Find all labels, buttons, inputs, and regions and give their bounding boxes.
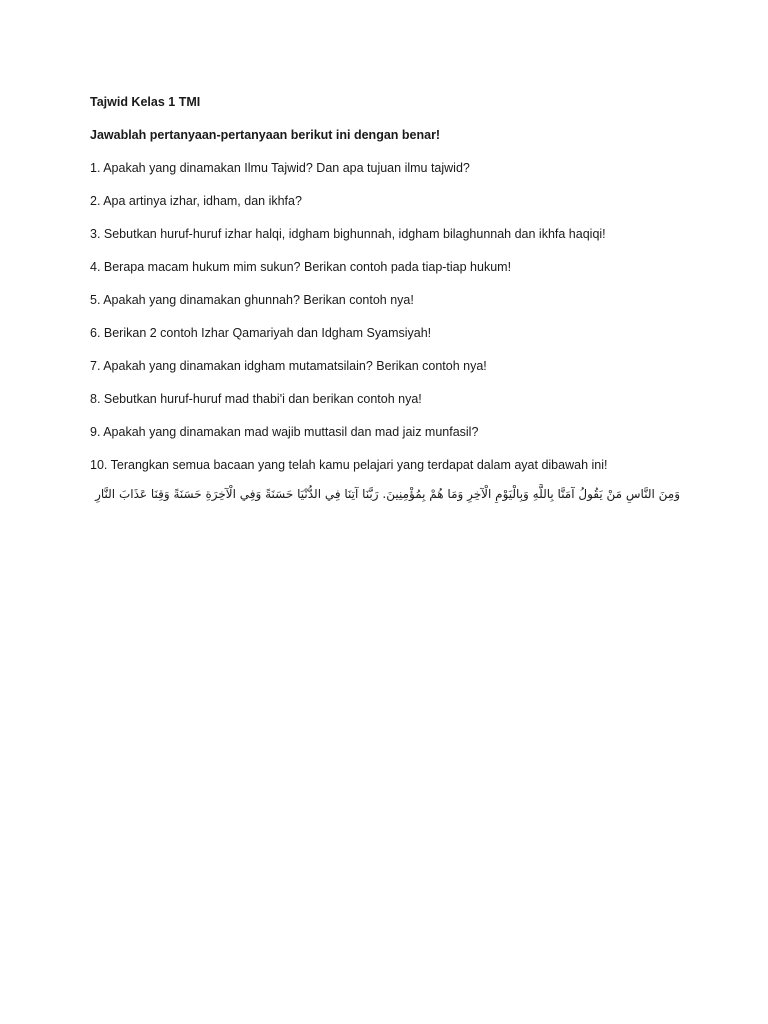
question-list <box>90 160 690 474</box>
document-body <box>90 94 690 474</box>
question-item-10: 10. Terangkan semua bacaan yang telah kamu pelajari yang terdapat dalam ayat dibawah ini! <box>90 458 608 472</box>
question-item-1: 1. Apakah yang dinamakan Ilmu Tajwid? Dan apa tujuan ilmu tajwid? <box>90 161 470 175</box>
instruction-text: Jawablah pertanyaan-pertanyaan berikut ini dengan benar! <box>90 128 441 142</box>
question-item-5: 5. Apakah yang dinamakan ghunnah? Berikan contoh nya! <box>90 293 414 307</box>
question-item-6: 6. Berikan 2 contoh Izhar Qamariyah dan Idgham Syamsiyah! <box>90 326 432 340</box>
question-item-3: 3. Sebutkan huruf-huruf izhar halqi, idgham bighunnah, idgham bilaghunnah dan ikhfa haqiqi! <box>90 227 606 241</box>
question-item-4: 4. Berapa macam hukum mim sukun? Berikan contoh pada tiap-tiap hukum! <box>90 260 512 274</box>
question-item-9: 9. Apakah yang dinamakan mad wajib muttasil dan mad jaiz munfasil? <box>90 425 479 439</box>
question-item-2: 2. Apa artinya izhar, idham, dan ikhfa? <box>90 194 302 208</box>
question-item-7: 7. Apakah yang dinamakan idgham mutamatsilain? Berikan contoh nya! <box>90 359 487 373</box>
question-item-8: 8. Sebutkan huruf-huruf mad thabi'i dan berikan contoh nya! <box>90 392 422 406</box>
document-title: Tajwid Kelas 1 TMI <box>90 95 201 109</box>
arabic-verse: وَمِنَ النَّاسِ مَنْ يَقُولُ آمَنَّا بِاللَّهِ وَبِالْيَوْمِ الْآخِرِ وَمَا هُمْ بِمُؤْمِنِينَ. رَبَّنَا آتِنَا فِي الدُّنْيَا حَسَنَةً وَفِي الْآخِرَةِ حَسَنَةً وَقِنَا عَذَابَ النَّارِ <box>95 487 680 501</box>
